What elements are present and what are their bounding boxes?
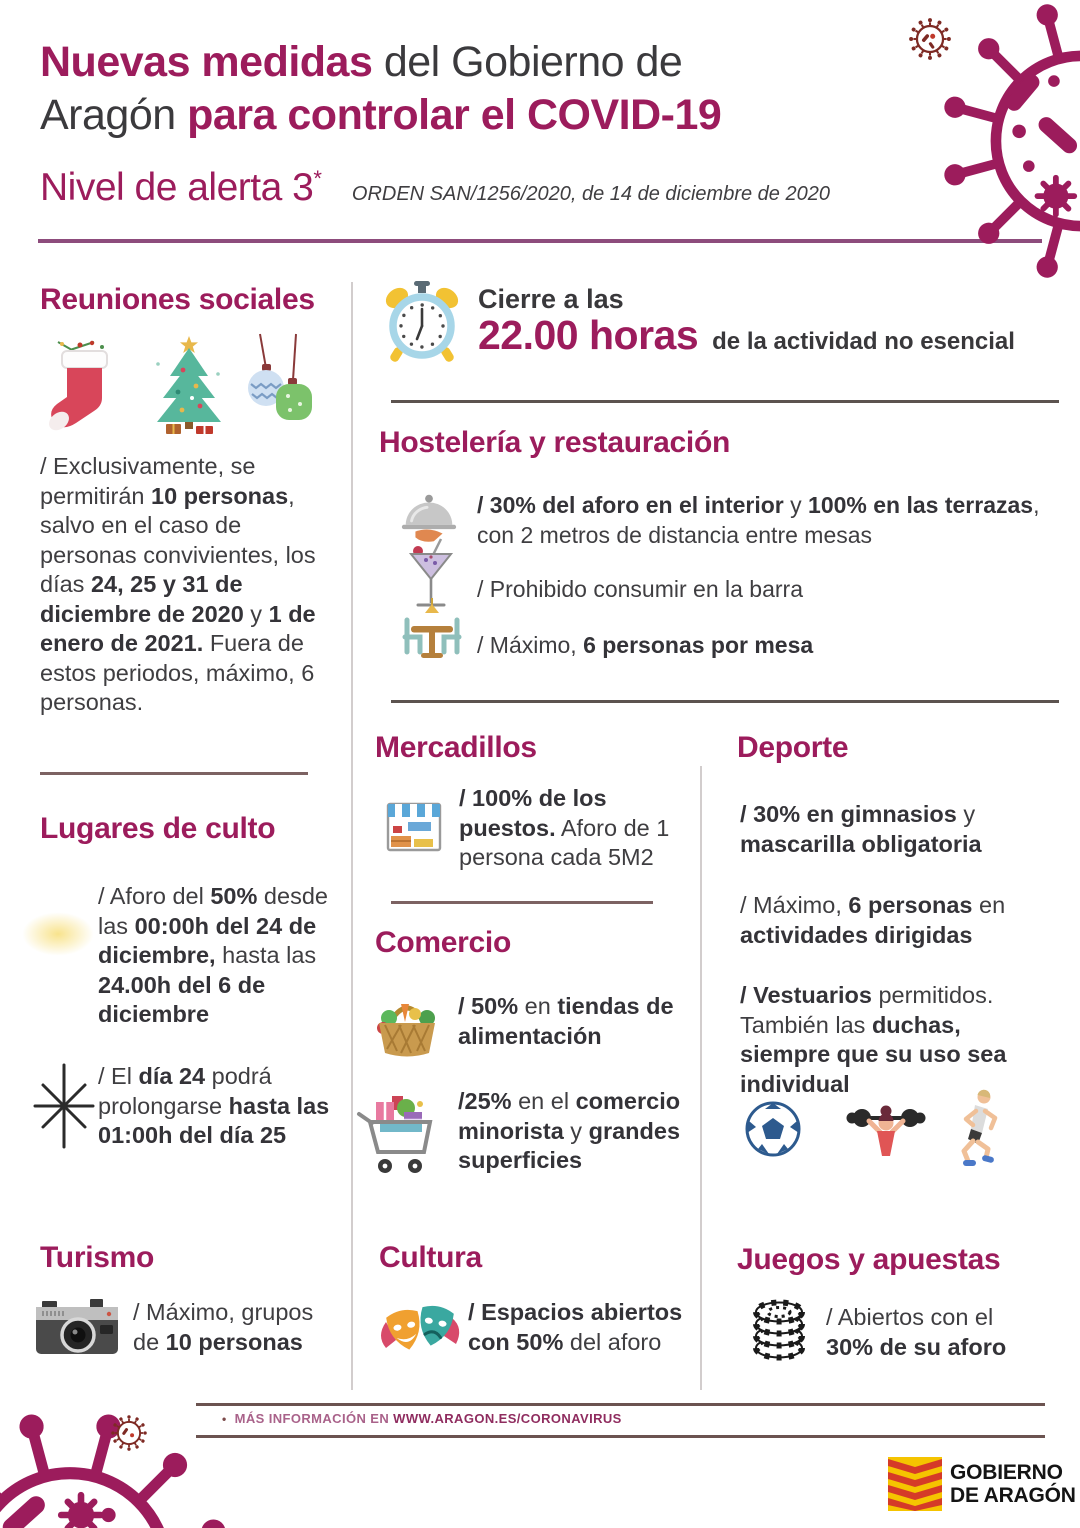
hosteleria-text-1: / 30% del aforo en el interior y 100% en las terrazas, con 2 metros de distancia entre mesas [477,492,1040,548]
hosteleria-text-2: / Prohibido consumir en la barra [477,576,803,602]
weightlifting-icon [846,1094,926,1166]
mercadillos-text: / 100% de los puestos. Aforo de 1 persona cada 5M2 [459,785,670,870]
virus-small-bottom-icon [106,1410,152,1456]
footer-rule-bottom [196,1435,1045,1438]
rule-hosteleria [391,700,1059,703]
table-chairs-icon [398,596,466,666]
culto-text-2: / El día 24 podrá prolongarse hasta las 01:00h del día 25 [98,1063,330,1148]
page-title-line1: Nuevas medidas del Gobierno de [40,38,683,86]
section-title-comercio: Comercio [375,926,511,959]
shopping-cart-icon [356,1090,444,1182]
closure-line2 [478,312,1015,359]
christmas-ornaments-icon [236,334,316,438]
section-title-culto: Lugares de culto [40,812,276,845]
alert-asterisk: * [313,166,322,191]
deporte-text-2: / Máximo, 6 personas en actividades dirigidas [740,892,1006,948]
header-rule [38,239,1042,243]
section-title-hosteleria: Hostelería y restauración [379,426,730,459]
gobierno-aragon-logo [888,1457,1076,1511]
turismo-text: / Máximo, grupos de 10 personas [133,1299,314,1355]
divider-left-column [351,282,353,1390]
closure-scope: de la actividad no esencial [712,328,1015,355]
logo-text [950,1461,1076,1507]
alert-level-row [40,166,830,210]
rule-closure [391,400,1059,403]
christmas-tree-icon [146,334,232,438]
virus-large-top-icon [936,0,1080,286]
christmas-stocking-icon [42,334,126,438]
section-title-reuniones: Reuniones sociales [40,283,315,316]
aragon-flag-icon [888,1457,942,1511]
star-icon [30,1063,98,1149]
footer-info-prefix: MÁS INFORMACIÓN EN [234,1411,394,1426]
deporte-text-3: / Vestuarios permitidos. También las duchas, siempre que su uso sea individual [740,982,1007,1097]
comercio-text-1: / 50% en tiendas de alimentación [458,993,674,1049]
page-title-line2: Aragón para controlar el COVID-19 [40,91,722,139]
juegos-text: / Abiertos con el 30% de su aforo [826,1304,1007,1360]
deporte-text-1: / 30% en gimnasios y mascarilla obligatoria [740,801,982,857]
section-title-cultura: Cultura [379,1241,482,1274]
closure-time: 22.00 horas [478,312,699,358]
section-title-juegos: Juegos y apuestas [737,1243,1001,1276]
footer-info [222,1411,622,1426]
logo-text-line2: DE ARAGÓN [950,1484,1076,1507]
alert-level: Nivel de alerta 3 [40,166,314,209]
footer-rule-top [196,1403,1045,1406]
food-basket-icon [371,991,443,1061]
runner-icon [947,1086,1005,1168]
rule-left-1 [40,772,308,775]
candle-glow-icon [22,912,94,956]
theater-masks-icon [376,1294,462,1368]
page-title [40,36,721,142]
section-title-turismo: Turismo [40,1241,155,1274]
soccer-ball-icon [744,1100,802,1158]
order-reference: ORDEN SAN/1256/2020, de 14 de diciembre de 2020 [351,183,830,205]
alarm-clock-icon [383,281,461,365]
closure-intro: Cierre a las [478,284,624,314]
section-title-mercadillos: Mercadillos [375,731,537,764]
footer-bullet: • [222,1412,227,1426]
hosteleria-text-3: / Máximo, 6 personas por mesa [477,632,814,658]
footer-info-url: WWW.ARAGON.ES/CORONAVIRUS [393,1411,622,1426]
divider-center-right [700,766,702,1390]
section-title-deporte: Deporte [737,731,849,764]
comercio-text-2: /25% en el comercio minorista y grandes superficies [458,1088,681,1173]
culto-text-1: / Aforo del 50% desde las 00:00h del 24 de diciembre, hasta las 24.00h del 6 de diciembre [98,883,328,1027]
reuniones-text: / Exclusivamente, se permitirán 10 personas, salvo en el caso de personas convivientes, los días 24, 25 y 31 de diciembre de 2020 y 1 de enero de 2021. Fuera de estos periodos, máximo, 6 personas. [40,453,316,715]
rule-mercadillos [391,901,653,904]
camera-icon [34,1294,120,1360]
logo-text-line1: GOBIERNO [950,1461,1063,1484]
market-stall-icon [382,794,446,858]
cultura-text: / Espacios abiertos con 50% del aforo [468,1299,683,1355]
poker-chips-icon [751,1296,807,1362]
